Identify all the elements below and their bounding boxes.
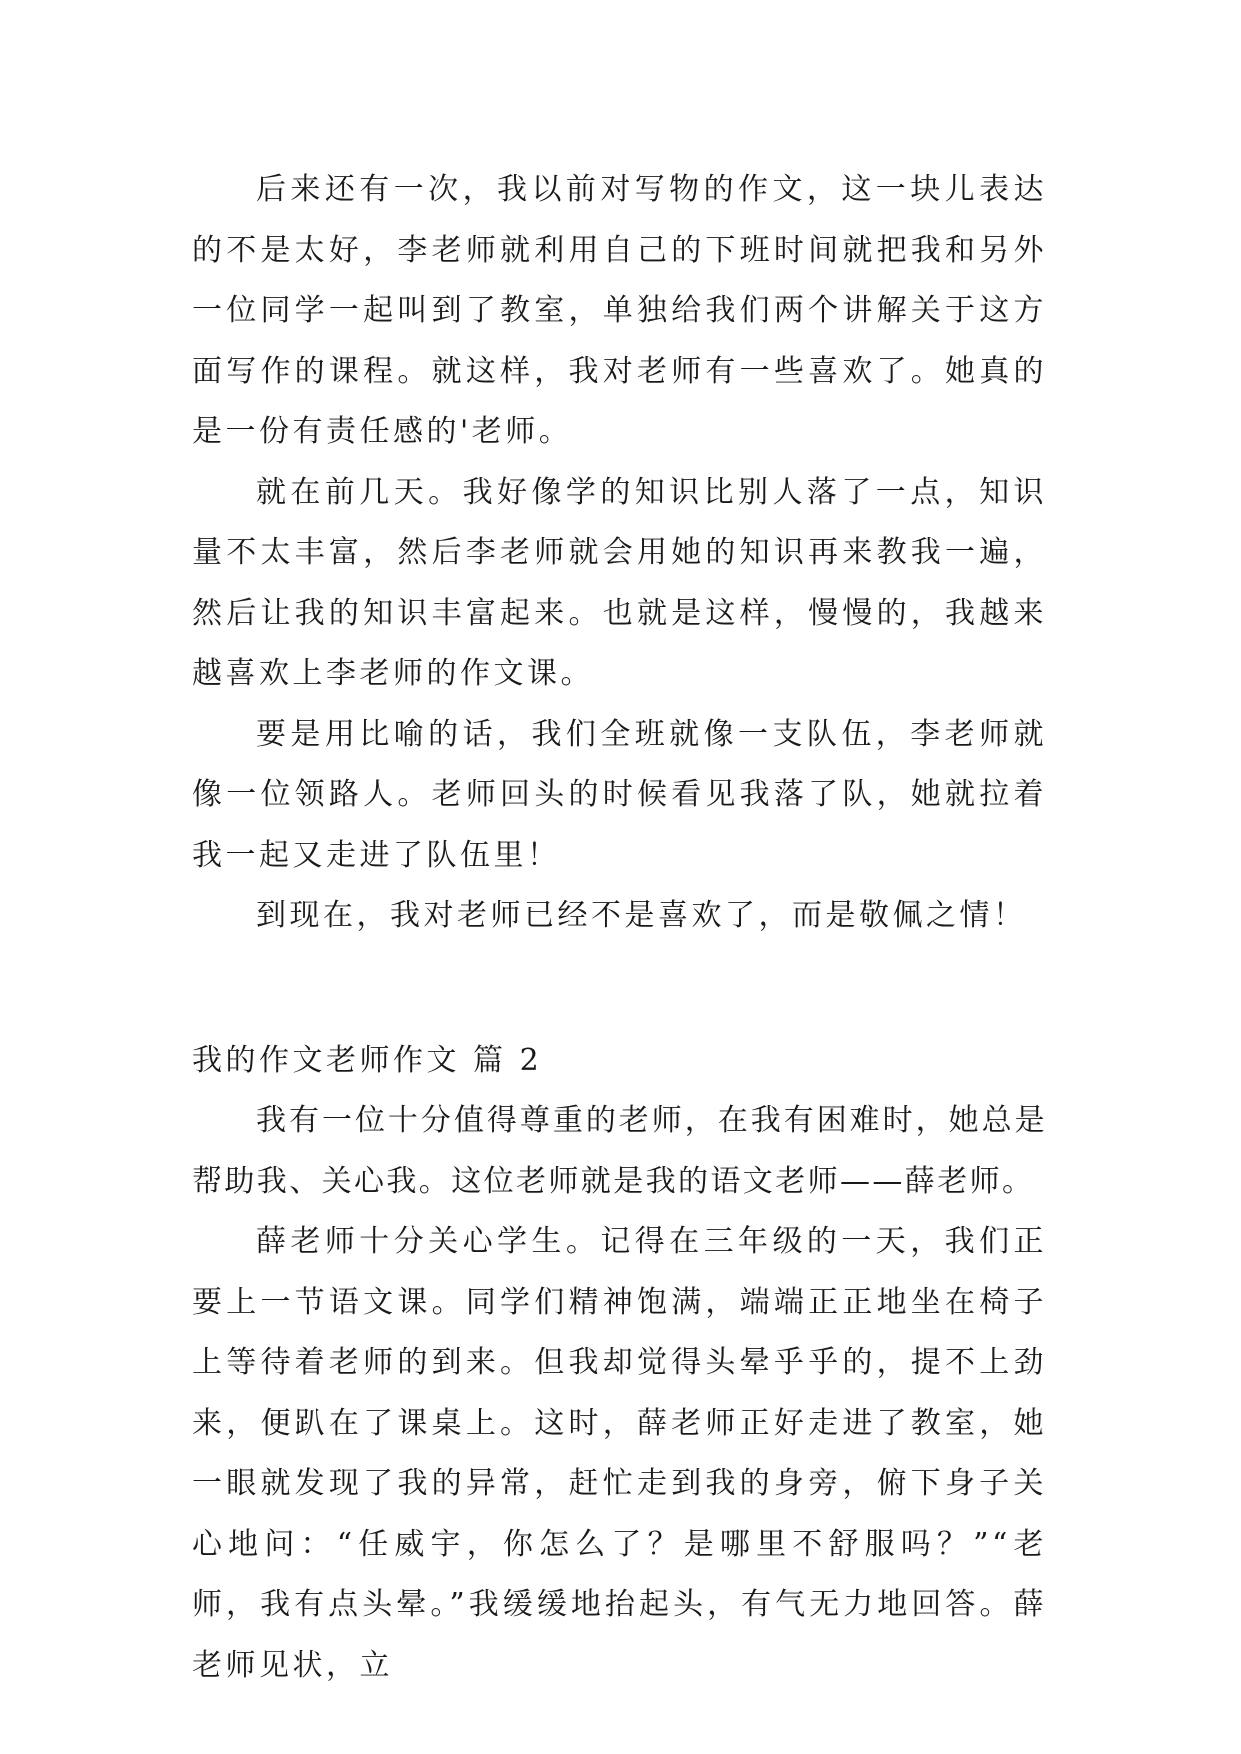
section-heading: 我的作文老师作文 篇 2 [192,1042,543,1078]
paragraph: 就在前几天。我好像学的知识比别人落了一点，知识量不太丰富，然后李老师就会用她的知识再来教我一遍，然后让我的知识丰富起来。也就是这样，慢慢的，我越来越喜欢上李老师的作文课。 [192,474,1047,691]
paragraph: 我有一位十分值得尊重的老师，在我有困难时，她总是帮助我、关心我。这位老师就是我的语文老师——薛老师。 [192,1103,1047,1199]
paragraph: 到现在，我对老师已经不是喜欢了，而是敬佩之情！ [256,898,1027,933]
document-body [192,160,1047,1696]
paragraph: 要是用比喻的话，我们全班就像一支队伍，李老师就像一位领路人。老师回头的时候看见我落了队，她就拉着我一起又走进了队伍里！ [192,716,1047,873]
paragraph: 后来还有一次，我以前对写物的作文，这一块儿表达的不是太好，李老师就利用自己的下班时间就把我和另外一位同学一起叫到了教室，单独给我们两个讲解关于这方面写作的课程。就这样，我对老师有一些喜欢了。她真的是一份有责任感的'老师。 [192,172,1047,449]
paragraph: 薛老师十分关心学生。记得在三年级的一天，我们正要上一节语文课。同学们精神饱满，端端正正地坐在椅子上等待着老师的到来。但我却觉得头晕乎乎的，提不上劲来，便趴在了课桌上。这时，薛老师正好走进了教室，她一眼就发现了我的异常，赶忙走到我的身旁，俯下身子关心地问：“任威宇，你怎么了？是哪里不舒服吗？”“老师，我有点头晕。”我缓缓地抬起头，有气无力地回答。薛老师见状，立 [192,1224,1047,1683]
